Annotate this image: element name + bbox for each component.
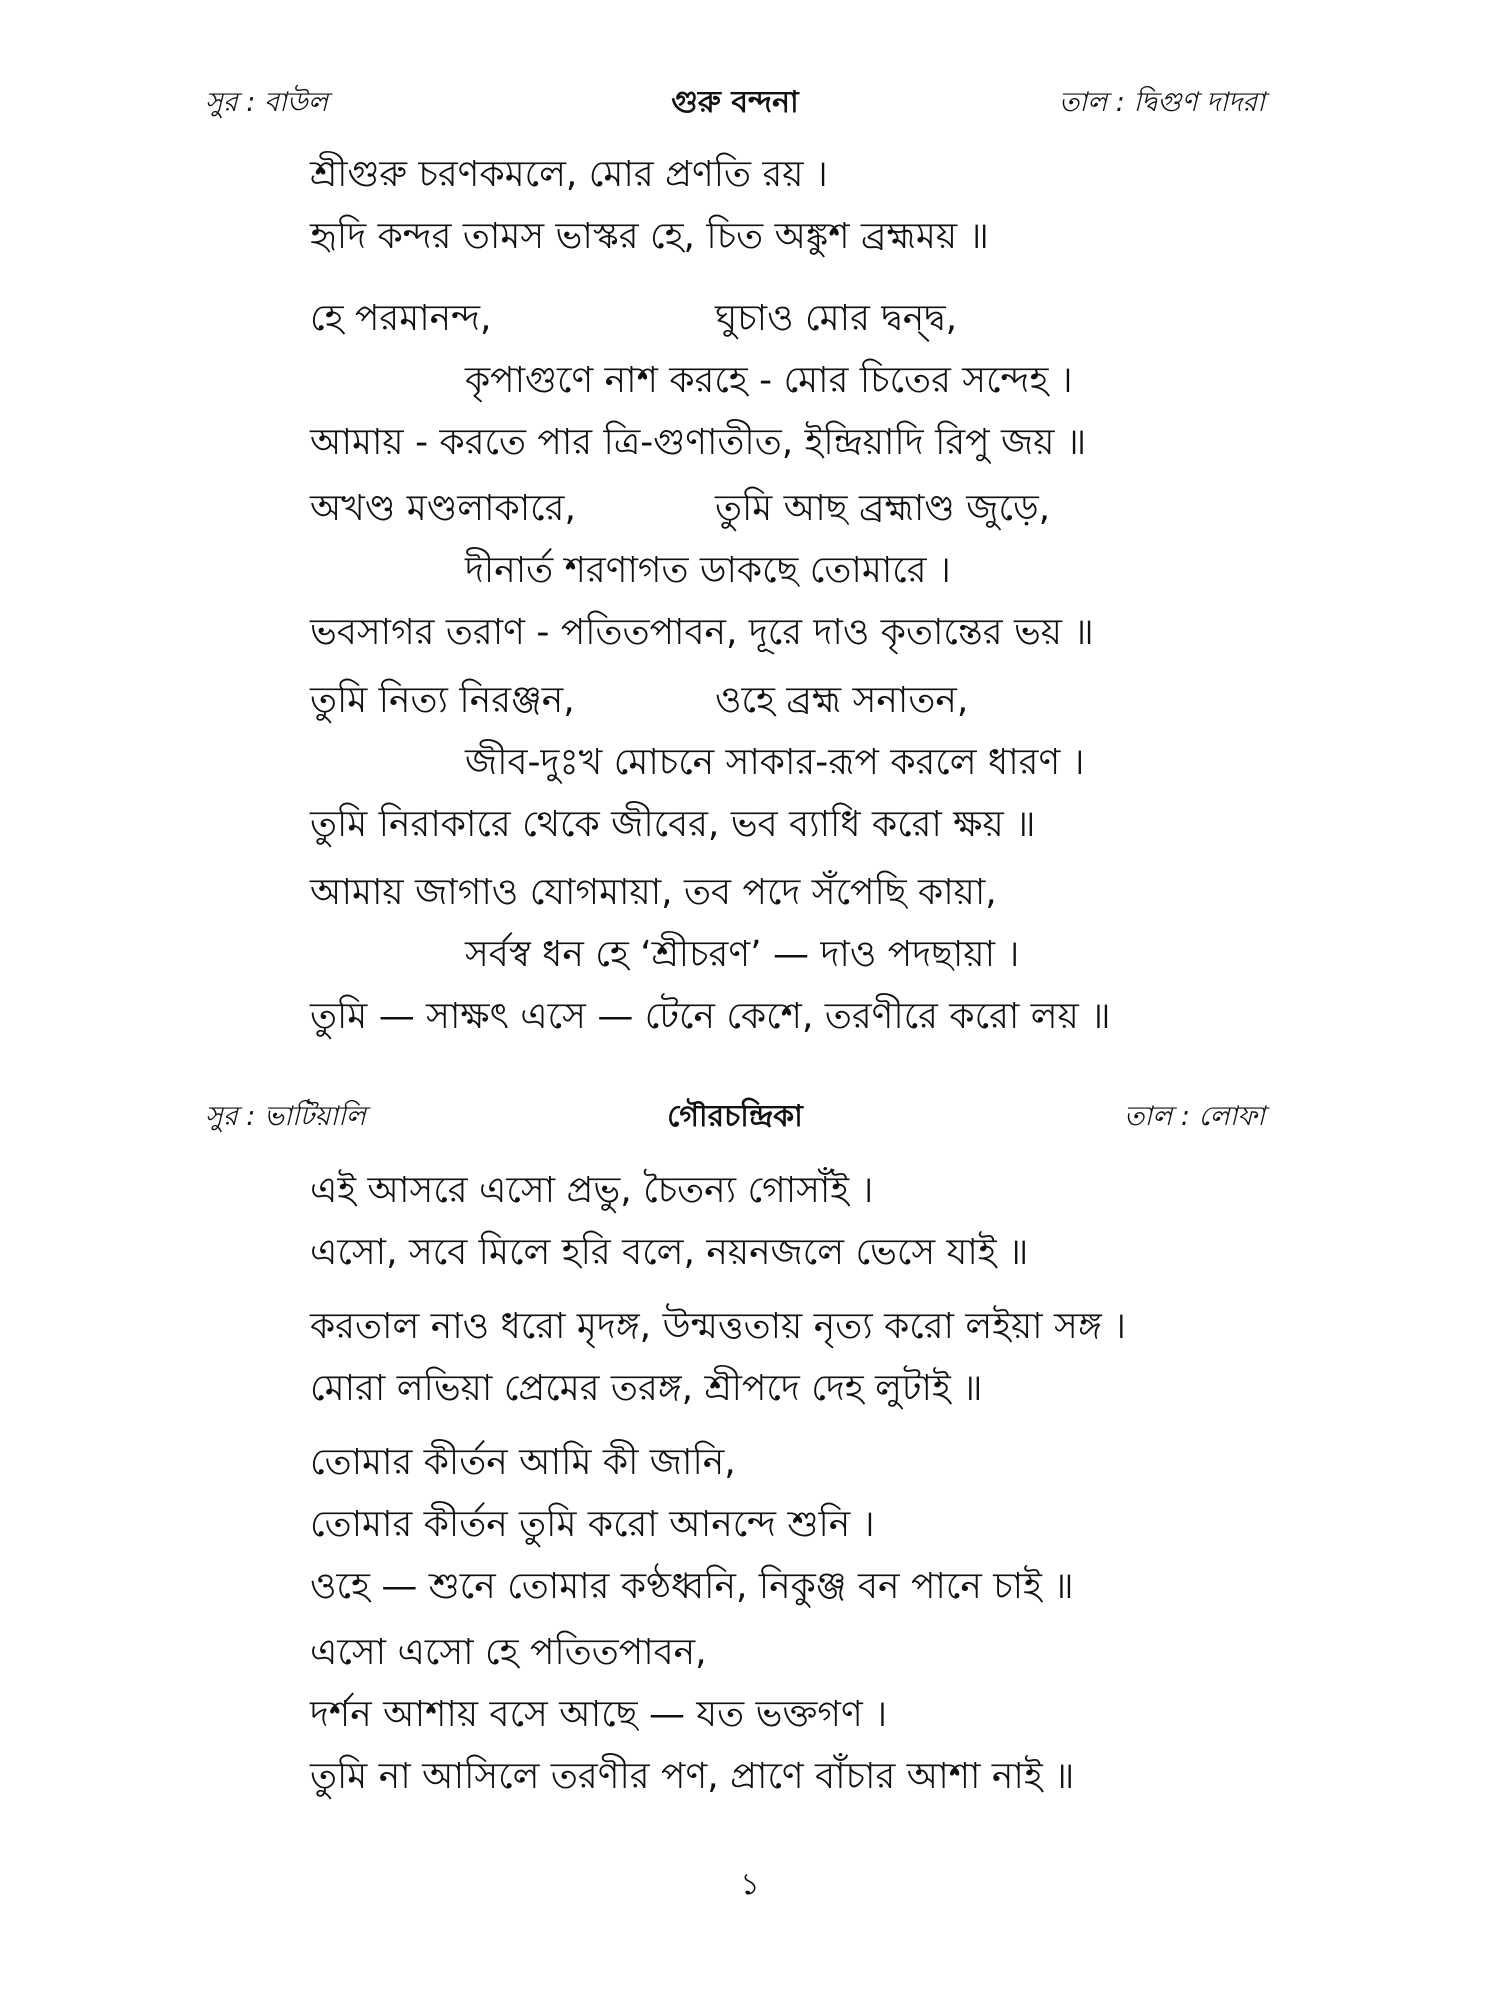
song-title: গুরু বন্দনা: [671, 85, 799, 120]
lyric-line: এসো, সবে মিলে হরি বলে, নয়নজলে ভেসে যাই ॥: [310, 1232, 1029, 1273]
song-rhythm: তাল : দ্বিগুণ দাদরা: [1059, 87, 1265, 118]
lyric-line: ওহে — শুনে তোমার কণ্ঠধ্বনি, নিকুঞ্জ বন পানে চাই ॥: [310, 1566, 1074, 1607]
lyric-line: এসো এসো হে পতিতপাবন,: [310, 1632, 707, 1673]
song-tune: সুর : বাউল: [205, 87, 328, 118]
stanza: [310, 670, 1270, 856]
lyric-line: তোমার কীর্তন তুমি করো আনন্দে শুনি ।: [310, 1504, 875, 1545]
song-header: [205, 78, 1265, 128]
lyric-line-split: [310, 670, 1270, 732]
lyric-line: হৃদি কন্দর তামস ভাস্কর হে, চিত অঙ্কুশ ব্রহ্মময় ॥: [310, 216, 989, 257]
lyric-line: সর্বস্ব ধন হে ‘শ্রীচরণ’ — দাও পদছায়া ।: [465, 934, 1020, 975]
song-header: [205, 1092, 1265, 1142]
lyric-line: তুমি — সাক্ষৎ এসে — টেনে কেশে, তরণীরে করো লয় ॥: [310, 996, 1111, 1037]
lyric-line: করতাল নাও ধরো মৃদঙ্গ, উন্মত্ততায় নৃত্য করো লইয়া সঙ্গ ।: [310, 1306, 1127, 1347]
lyric-phrase: ঘুচাও মোর দ্বন্দ্ব,: [715, 298, 958, 339]
lyric-line: তুমি নিরাকারে থেকে জীবের, ভব ব্যাধি করো ক্ষয় ॥: [310, 804, 1036, 845]
page-number: ১: [740, 1867, 760, 1902]
lyric-line: আমায় জাগাও যোগমায়া, তব পদে সঁপেছি কায়া,: [310, 872, 997, 913]
stanza: [310, 1432, 1270, 1618]
lyric-line: তুমি না আসিলে তরণীর পণ, প্রাণে বাঁচার আশা নাই ॥: [310, 1756, 1075, 1797]
lyric-line: দীনার্ত শরণাগত ডাকছে তোমারে ।: [465, 550, 951, 591]
lyric-phrase: ওহে ব্রহ্ম সনাতন,: [715, 680, 969, 721]
lyric-line: কৃপাগুণে নাশ করহে - মোর চিতের সন্দেহ ।: [465, 360, 1073, 401]
stanza: [310, 1160, 1270, 1284]
stanza: [310, 862, 1270, 1048]
lyric-phrase: তুমি আছ ব্রহ্মাণ্ড জুড়ে,: [715, 488, 1051, 529]
lyric-line: ভবসাগর তরাণ - পতিতপাবন, দূরে দাও কৃতান্তের ভয় ॥: [310, 612, 1094, 653]
lyric-phrase: তুমি নিত্য নিরঞ্জন,: [310, 680, 575, 721]
stanza: [310, 1622, 1270, 1808]
song-title: গৌরচন্দ্রিকা: [667, 1099, 803, 1134]
lyric-line: জীব-দুঃখ মোচনে সাকার-রূপ করলে ধারণ ।: [465, 742, 1085, 783]
lyric-line: এই আসরে এসো প্রভু, চৈতন্য গোসাঁই ।: [310, 1170, 874, 1211]
stanza: [310, 144, 1270, 268]
lyric-phrase: হে পরমানন্দ,: [310, 298, 492, 339]
stanza: [310, 288, 1270, 474]
stanza: [310, 478, 1270, 664]
lyric-line: শ্রীগুরু চরণকমলে, মোর প্রণতি রয় ।: [310, 154, 828, 195]
lyric-line: তোমার কীর্তন আমি কী জানি,: [310, 1442, 736, 1483]
lyric-line: আমায় - করতে পার ত্রি-গুণাতীত, ইন্দ্রিয়াদি রিপু জয় ॥: [310, 422, 1087, 463]
lyric-phrase: অখণ্ড মণ্ডলাকারে,: [310, 488, 576, 529]
stanza: [310, 1296, 1270, 1420]
lyric-line-split: [310, 478, 1270, 540]
lyric-line-split: [310, 288, 1270, 350]
lyric-line: দর্শন আশায় বসে আছে — যত ভক্তগণ ।: [310, 1694, 888, 1735]
song-rhythm: তাল : লোফা: [1124, 1101, 1265, 1132]
lyric-line: মোরা লভিয়া প্রেমের তরঙ্গ, শ্রীপদে দেহ লুটাই ॥: [310, 1368, 983, 1409]
song-tune: সুর : ভাটিয়ালি: [205, 1101, 366, 1132]
